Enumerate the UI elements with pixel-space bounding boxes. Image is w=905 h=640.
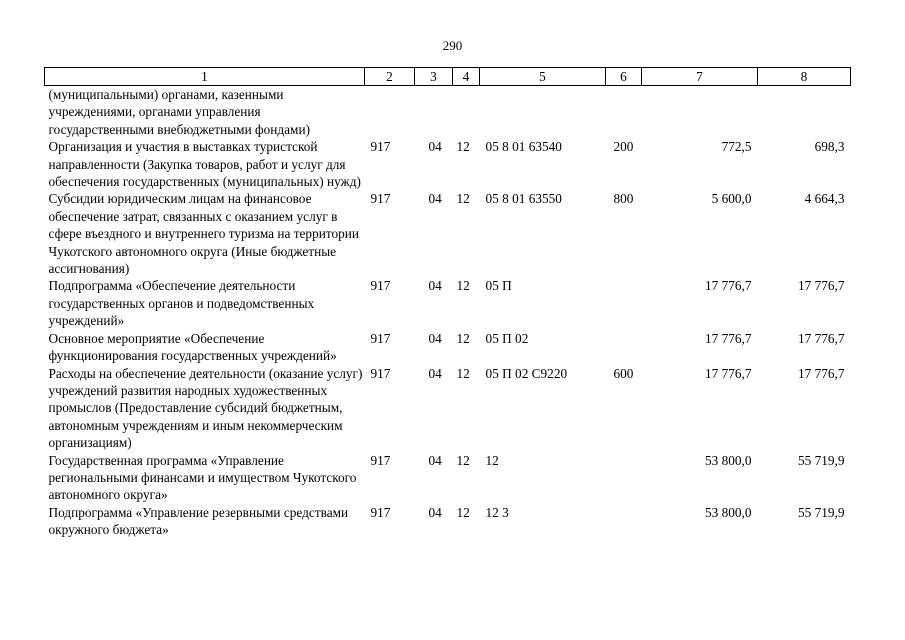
row-rz: 04	[428, 191, 442, 207]
row-sum-col8: 17 776,7	[797, 330, 845, 346]
table-row	[45, 365, 851, 452]
row-rz: 04	[428, 504, 442, 520]
row-pr: 12	[456, 139, 470, 155]
table-row	[45, 504, 851, 539]
row-sum-col8: 17 776,7	[797, 365, 845, 381]
row-sum-col7: 17 776,7	[704, 365, 752, 381]
row-gr: 917	[370, 278, 391, 294]
table-row	[45, 277, 851, 329]
row-gr: 917	[370, 139, 391, 155]
row-name: Подпрограмма «Управление резервными средствами окружного бюджета»	[48, 504, 349, 538]
row-gr: 917	[370, 330, 391, 346]
col-header-4: 4	[453, 68, 480, 86]
col-header-2: 2	[365, 68, 415, 86]
row-vr	[606, 277, 642, 329]
row-rz	[415, 86, 453, 139]
row-sum-col7: 17 776,7	[704, 330, 752, 346]
row-vr: 200	[613, 139, 634, 155]
row-gr: 917	[370, 191, 391, 207]
row-pr: 12	[456, 504, 470, 520]
row-sum-col8: 698,3	[814, 139, 845, 155]
row-pr: 12	[456, 278, 470, 294]
row-sum-col7: 53 800,0	[704, 504, 752, 520]
row-vr	[606, 330, 642, 365]
header-row	[45, 68, 851, 86]
row-sum-col8: 4 664,3	[804, 191, 845, 207]
row-sum-col7: 17 776,7	[704, 278, 752, 294]
row-sum-col7: 772,5	[721, 139, 752, 155]
row-csr: 05 8 01 63550	[485, 191, 562, 207]
row-csr: 12	[485, 452, 499, 468]
col-header-1: 1	[45, 68, 365, 86]
col-header-3: 3	[415, 68, 453, 86]
row-sum-col7: 5 600,0	[711, 191, 752, 207]
page-number: 290	[442, 38, 463, 53]
budget-table	[44, 67, 851, 539]
row-csr: 05 8 01 63540	[485, 139, 562, 155]
row-name: Основное мероприятие «Обеспечение функционирования государственных учреждений»	[48, 330, 337, 364]
row-vr: 800	[613, 191, 634, 207]
row-vr: 600	[613, 365, 634, 381]
row-name: Государственная программа «Управление региональными финансами и имуществом Чукотского автономного округа»	[48, 452, 357, 503]
row-name: Субсидии юридическим лицам на финансовое обеспечение затрат, связанных с оказанием услуг в сфере въездного и внутреннего туризма на территории Чукотского автономного округа (Иные бюджетные ассигнования)	[48, 191, 360, 277]
table-row	[45, 86, 851, 139]
row-rz: 04	[428, 330, 442, 346]
row-sum-col8: 17 776,7	[797, 278, 845, 294]
row-rz: 04	[428, 278, 442, 294]
row-sum-col8	[758, 86, 851, 139]
row-gr	[365, 86, 415, 139]
row-sum-col7	[642, 86, 758, 139]
row-pr: 12	[456, 365, 470, 381]
row-vr	[606, 452, 642, 504]
row-csr: 05 П 02	[485, 330, 529, 346]
col-header-8: 8	[758, 68, 851, 86]
row-csr: 12 3	[485, 504, 509, 520]
row-rz: 04	[428, 365, 442, 381]
col-header-6: 6	[606, 68, 642, 86]
row-csr	[480, 86, 606, 139]
row-name: Организация и участия в выставках туристской направленности (Закупка товаров, работ и услуг для обеспечения государственных (муниципальных) нужд)	[48, 139, 361, 190]
row-pr: 12	[456, 452, 470, 468]
col-header-7: 7	[642, 68, 758, 86]
row-sum-col8: 55 719,9	[797, 452, 845, 468]
row-csr: 05 П 02 С9220	[485, 365, 568, 381]
row-name: Расходы на обеспечение деятельности (оказание услуг) учреждений развития народных художественных промыслов (Предоставление субсидий бюджетным, автономным учреждениям и иным некоммерческим организациям)	[48, 365, 363, 451]
row-rz: 04	[428, 452, 442, 468]
row-pr	[453, 86, 480, 139]
row-csr: 05 П	[485, 278, 512, 294]
row-rz: 04	[428, 139, 442, 155]
row-gr: 917	[370, 504, 391, 520]
row-vr	[606, 504, 642, 539]
row-name: Подпрограмма «Обеспечение деятельности государственных органов и подведомственных учреждений»	[48, 278, 315, 329]
row-vr	[606, 86, 642, 139]
table-row	[45, 138, 851, 190]
row-pr: 12	[456, 191, 470, 207]
row-gr: 917	[370, 365, 391, 381]
row-pr: 12	[456, 330, 470, 346]
row-sum-col7: 53 800,0	[704, 452, 752, 468]
row-name: (муниципальными) органами, казенными учреждениями, органами управления государственными внебюджетными фондами)	[48, 87, 311, 137]
table-row	[45, 330, 851, 365]
row-gr: 917	[370, 452, 391, 468]
row-sum-col8: 55 719,9	[797, 504, 845, 520]
table-row	[45, 452, 851, 504]
col-header-5: 5	[480, 68, 606, 86]
table-row	[45, 190, 851, 277]
